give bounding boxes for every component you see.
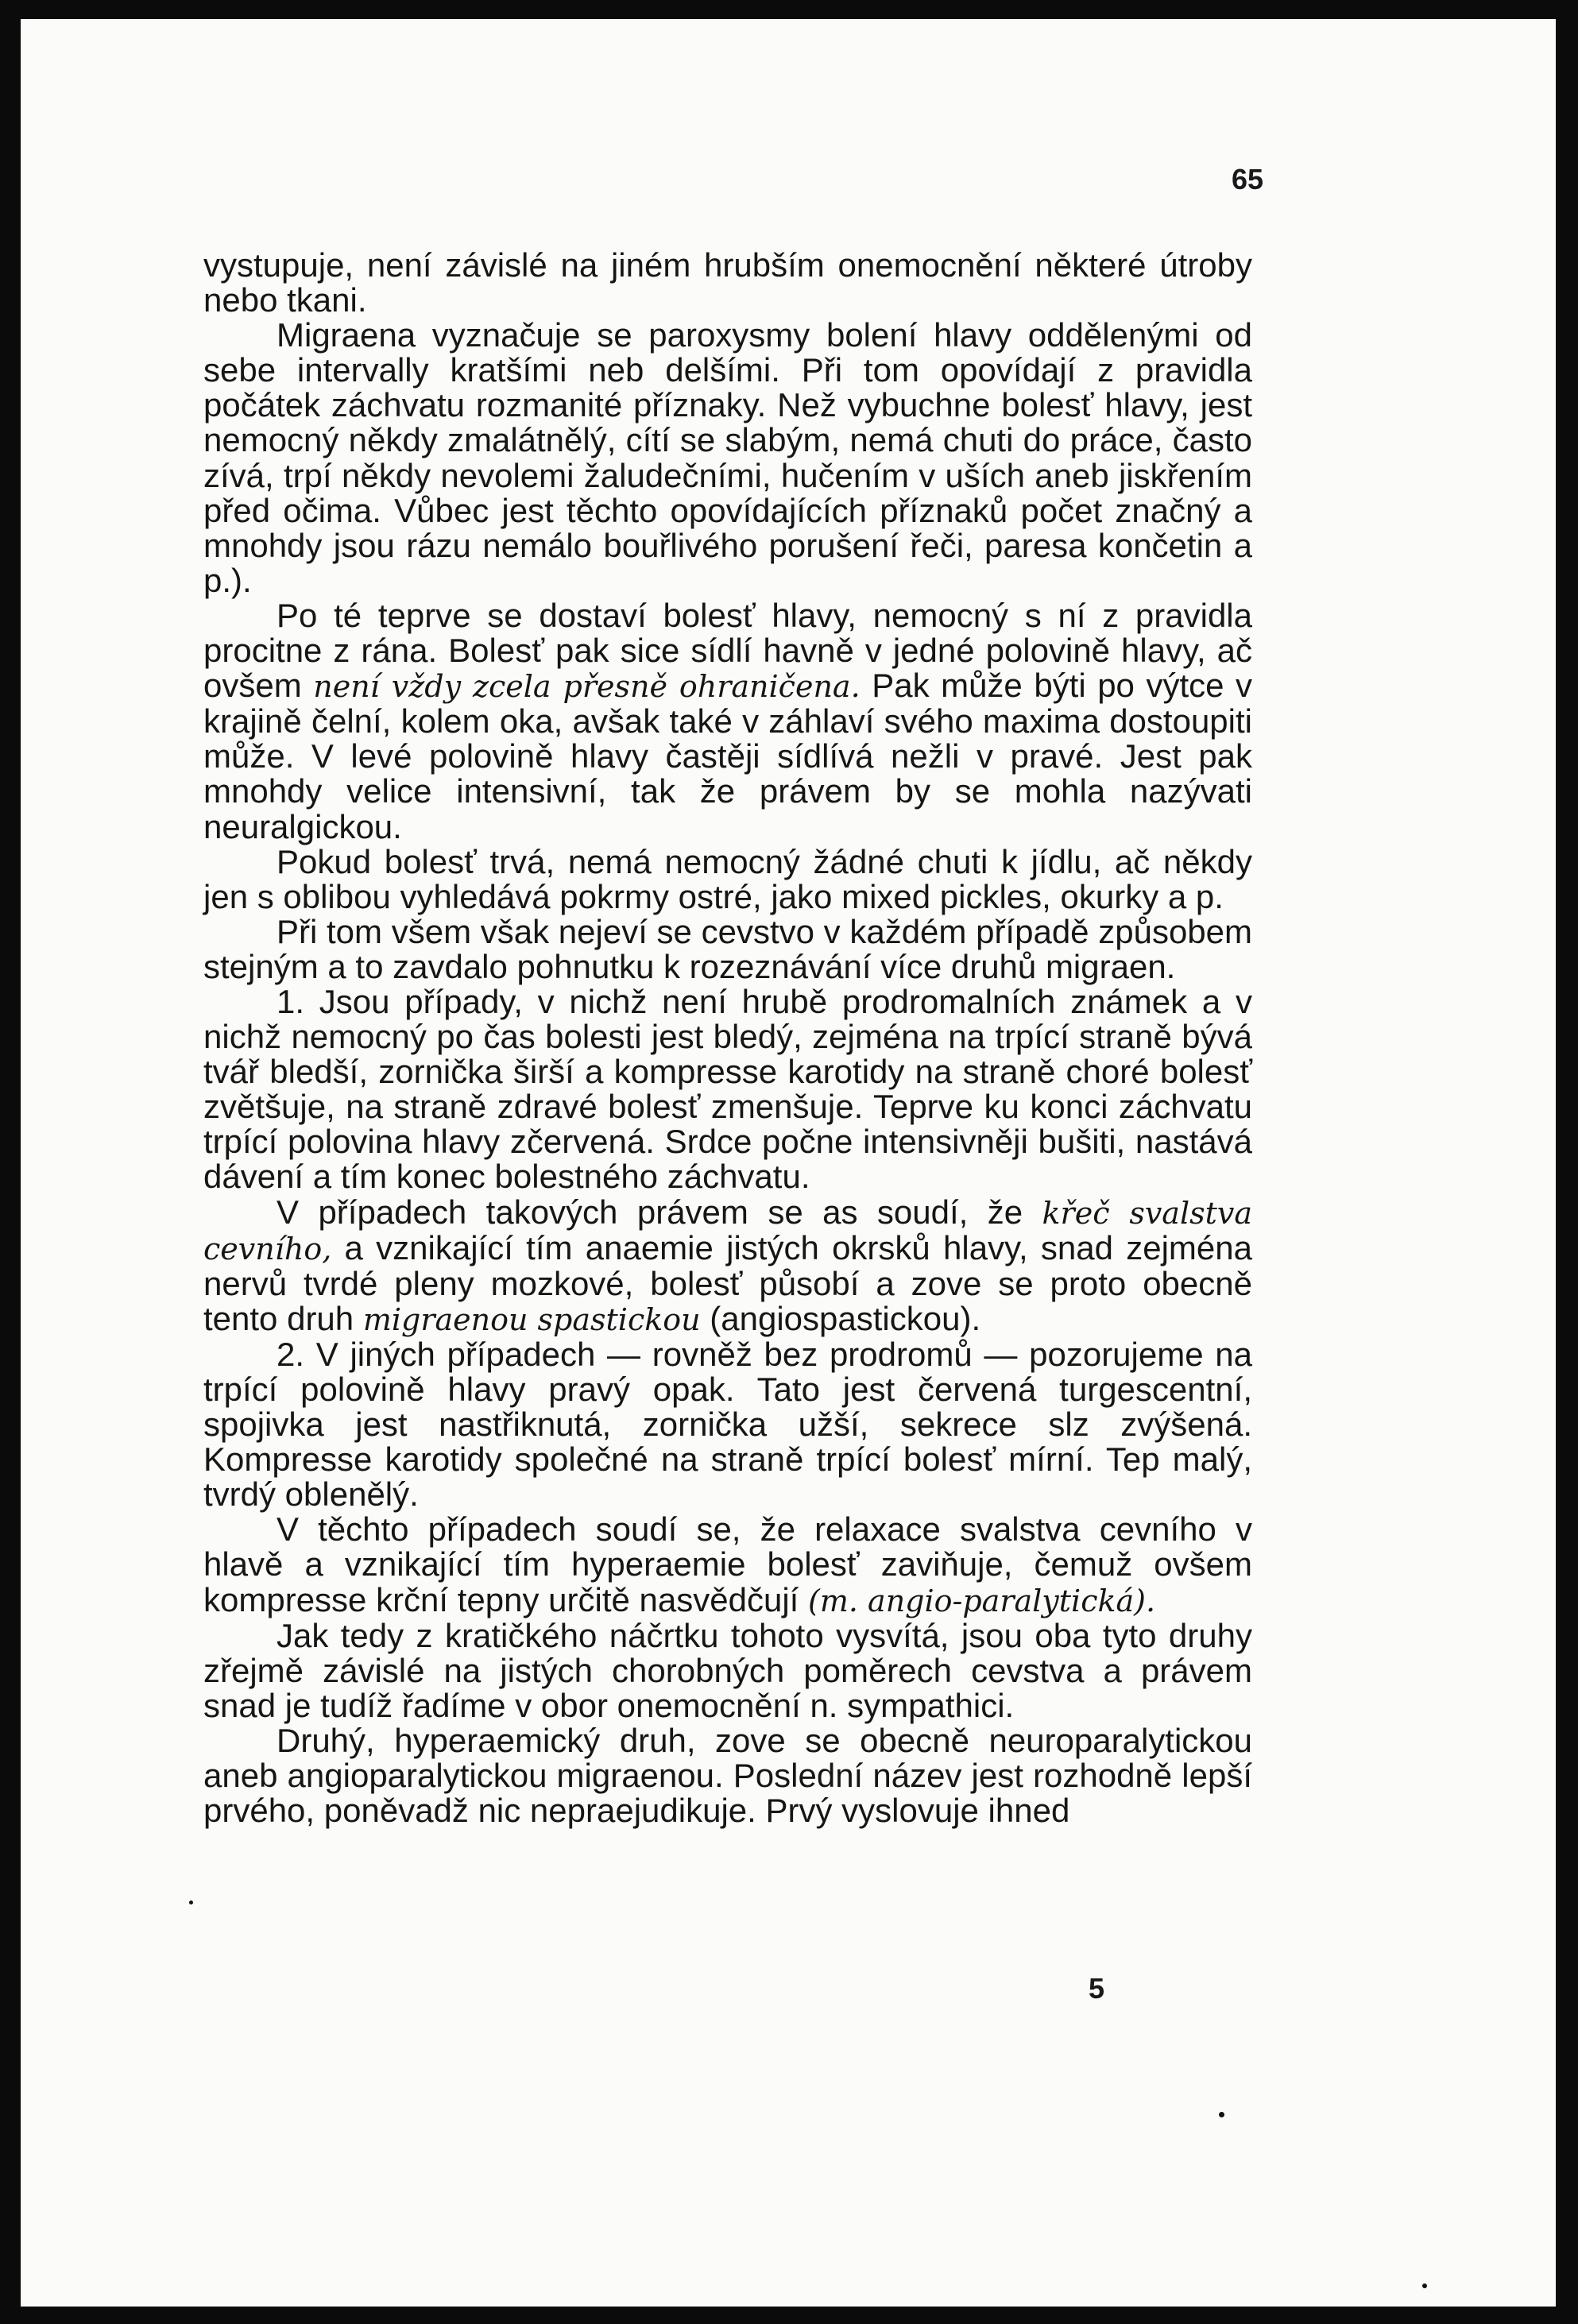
paragraph-text: Po té teprve se dostaví bolesť hlavy, nemocný s ní z pravidla procitne z rána. Bolesť pak sice sídlí havně v jedné polovině hlavy, ač ovšem	[203, 596, 1252, 705]
paragraph-text: (angiospastickou).	[700, 1299, 981, 1337]
scan-border-left	[0, 0, 21, 2324]
signature-mark: 5	[1088, 1972, 1104, 2005]
paragraph-text: a vznikající tím anaemie jistých okrsků hlavy, snad zejména nervů tvrdé pleny mozkové, bolesť působí a zove se proto obecně tento druh	[203, 1228, 1252, 1337]
paragraph: vystupuje, není závislé na jiném hrubším onemocnění některé útroby nebo tkani.	[203, 246, 1252, 319]
scan-border-bottom	[0, 2307, 1578, 2324]
paragraph-text: V případech takových právem se as soudí, že	[277, 1193, 1042, 1231]
paragraph	[203, 1512, 1252, 1618]
paragraph: Migraena vyznačuje se paroxysmy bolení hlavy oddělenými od sebe intervally kratšími neb delšími. Při tom opovídají z pravidla počátek záchvatu rozmanité příznaky. Než vybuchne bolesť hlavy, jest nemocný někdy zmalátnělý, cítí se slabým, nemá chuti do práce, často zívá, trpí někdy nevolemi žaludečními, hučením v uších aneb jiskřením před očima. Vůbec jest těchto opovídajících příznaků počet značný a mnohdy jsou rázu nemálo bouřlivého porušení řeči, paresa končetin a p.).	[203, 316, 1252, 599]
body-text	[203, 248, 1252, 1828]
paragraph-text: V těchto případech soudí se, že relaxace svalstva cevního v hlavě a vznikající tím hyperaemie bolesť zaviňuje, čemuž ovšem kompresse krční tepny určitě nasvědčují	[203, 1510, 1252, 1618]
scan-speck	[1422, 2283, 1427, 2288]
emphasized-text: migraenou spastickou	[362, 1301, 701, 1337]
paragraph: Jak tedy z kratičkého náčrtku tohoto vysvítá, jsou oba tyto druhy zřejmě závislé na jistých chorobných poměrech cevstva a právem snad je tudíž řadíme v obor onemocnění n. sympathici.	[203, 1616, 1252, 1724]
paragraph: 2. V jiných případech — rovněž bez prodromů — pozorujeme na trpící polovině hlavy pravý opak. Tato jest červená turgescentní, spojivka jest nastřiknutá, zornička užší, sekrece slz zvýšená. Kompresse karotidy společné na straně trpící bolesť mírní. Tep malý, tvrdý oblenělý.	[203, 1335, 1252, 1514]
paragraph: Pokud bolesť trvá, nemá nemocný žádné chuti k jídlu, ač někdy jen s oblibou vyhledává pokrmy ostré, jako mixed pickles, okurky a p.	[203, 842, 1252, 915]
emphasized-text: křeč svalstva cevního,	[203, 1195, 1253, 1266]
scan-speck	[1219, 2112, 1224, 2117]
paragraph	[203, 1195, 1252, 1337]
scan-speck	[189, 1901, 193, 1904]
page-number: 65	[1231, 163, 1263, 195]
paragraph-text: Pak může býti po výtce v krajině čelní, kolem oka, avšak také v záhlaví svého maxima dostoupiti může. V levé polovině hlavy častěji sídlívá nežli v pravé. Jest pak mnohdy velice intensivní, tak že právem by se mohla nazývati neuralgickou.	[203, 667, 1252, 845]
scan-border-top	[0, 0, 1578, 19]
emphasized-text: není vždy zcela přesně ohraničena.	[313, 669, 861, 705]
paragraph: Při tom všem však nejeví se cevstvo v každém případě způsobem stejným a to zavdalo pohnutku k rozeznávání více druhů migraen.	[203, 912, 1252, 985]
paragraph	[203, 598, 1252, 845]
emphasized-text: (m. angio-paralytická).	[808, 1583, 1156, 1618]
paragraph: Druhý, hyperaemický druh, zove se obecně neuroparalytickou aneb angioparalytickou migraenou. Poslední název jest rozhodně lepší prvého, poněvadž nic nepraejudikuje. Prvý vyslovuje ihned	[203, 1721, 1252, 1830]
paragraph: 1. Jsou případy, v nichž není hrubě prodromalních známek a v nichž nemocný po čas bolesti jest bledý, zejména na trpící straně bývá tvář bledší, zornička širší a kompresse karotidy na straně choré bolesť zvětšuje, na straně zdravé bolesť zmenšuje. Teprve ku konci záchvatu trpící polovina hlavy zčervená. Srdce počne intensivněji bušiti, nastává dávení a tím konec bolestného záchvatu.	[203, 982, 1252, 1196]
scan-border-right	[1556, 0, 1578, 2324]
